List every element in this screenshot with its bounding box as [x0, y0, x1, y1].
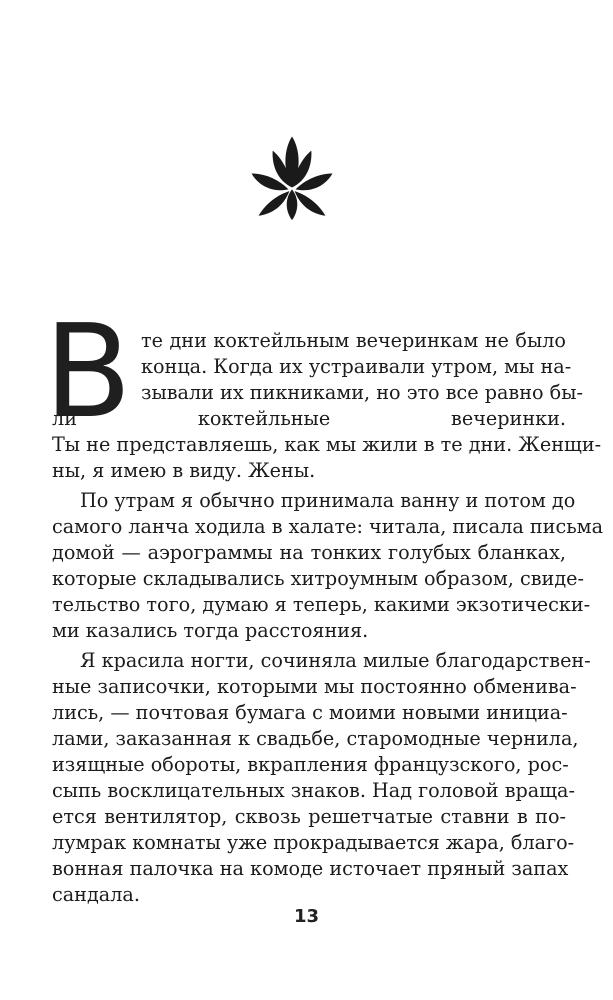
- text-line: Ты не представляешь, как мы жили в те дни. Женщи-: [52, 433, 602, 456]
- text-line: ные записочки, которыми мы постоянно обменива-: [52, 675, 577, 698]
- lotus-flower-icon: [247, 133, 337, 221]
- text-line: тельство того, думаю я теперь, какими экзотически-: [52, 593, 591, 616]
- text-line: зывали их пикниками, но это все равно бы-: [141, 381, 583, 404]
- text-line: ми казались тогда расстояния.: [52, 619, 369, 642]
- page-number: 13: [293, 906, 320, 927]
- text-line: ется вентилятор, сквозь решетчатые ставни в по-: [52, 805, 566, 828]
- text-line: сандала.: [52, 883, 140, 906]
- text-line: конца. Когда их устраивали утром, мы на-: [141, 355, 572, 378]
- text-line: вонная палочка на комоде источает пряный запах: [52, 857, 569, 880]
- text-line: изящные обороты, вкрапления французского, рос-: [52, 753, 569, 776]
- text-line: лами, заказанная к свадьбе, старомодные чернила,: [52, 727, 579, 750]
- text-line: лумрак комнаты уже прокрадывается жара, благо-: [52, 831, 575, 854]
- text-line: Я красила ногти, сочиняла милые благодарствен-: [80, 649, 591, 672]
- text-line: По утрам я обычно принимала ванну и потом до: [80, 489, 576, 512]
- text-line: те дни коктейльным вечеринкам не было: [141, 329, 566, 352]
- text-line: ны, я имею в виду. Жены.: [52, 459, 316, 482]
- text-line: сыпь восклицательных знаков. Над головой враща-: [52, 779, 575, 802]
- text-line: домой — аэрограммы на тонких голубых бланках,: [52, 541, 566, 564]
- drop-cap: В: [44, 298, 132, 447]
- text-line: лись, — почтовая бумага с моими новыми инициа-: [52, 701, 568, 724]
- text-line: ли коктейльные вечеринки.: [52, 407, 566, 430]
- text-line: самого ланча ходила в халате: читала, писала письма: [52, 515, 604, 538]
- text-line: которые складывались хитроумным образом, свиде-: [52, 567, 584, 590]
